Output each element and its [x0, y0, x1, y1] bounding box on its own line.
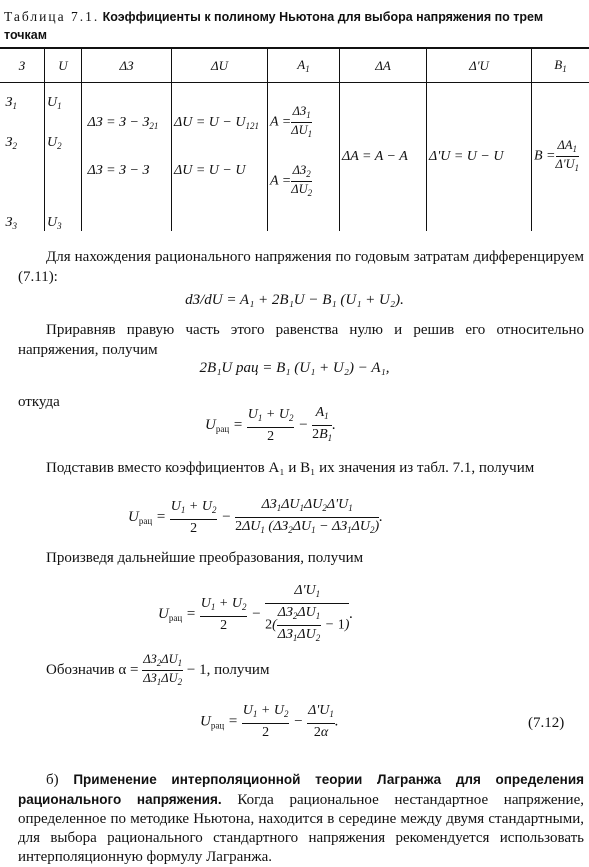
paragraph-7: б) Применение интерполяционной теории Лагранжа для определения рационального напряжения. Когда рациональное нестандартное напряжение, определенное по методике Ньютона, находится в середине между двумя стандартными, для выбора рационального стандартного напряжения рекомендуется использовать интерполяционную формулу Лагранжа. [18, 770, 584, 867]
paragraph-5: Произведя дальнейшие преобразования, получим [46, 548, 363, 568]
formula-urac-3: $U_{рац}$ = $\frac{U_1 + U_2}{2}$ − $\Delta'U_1$ 2( $\frac{\Delta З_2\Delta U_1}{\Delta З_1\Delta U_2}$ − 1) . [158, 582, 353, 647]
cell-b1: B = $\frac{\Delta A_1}{\Delta'U_1}$ [532, 83, 589, 231]
cell-z1: $З_1$ [0, 83, 45, 123]
paragraph-1: Для нахождения рационального напряжения по годовым затратам дифференцируем (7.11): [18, 247, 584, 287]
cell-z2: $З_2$ [0, 123, 45, 163]
table-header-row [0, 48, 589, 83]
col-header-a: $A_1$ [268, 48, 340, 83]
cell-a2: A = $\frac{\Delta З_2}{\Delta U_2}$ [268, 163, 340, 231]
cell-u2: $U_2$ [45, 123, 82, 163]
col-header-u: U [45, 48, 82, 83]
cell-a1: A = $\frac{\Delta З_1}{\Delta U_1}$ [268, 83, 340, 163]
col-header-da: ΔA [340, 48, 427, 83]
equation-number: (7.12) [528, 713, 564, 733]
table-caption [4, 8, 584, 44]
formula-derivative: dЗ/dU = A₁ + 2B₁U − B₁ (U₁ + U₂). [0, 292, 589, 309]
formula-7-12: $U_{рац}$ = $\frac{U_1 + U_2}{2}$ − $\frac{\Delta'U_1}{2\alpha}$ . [200, 702, 339, 742]
cell-u1: $U_1$ [45, 83, 82, 123]
formula-urac-1: $U_{рац}$ = $\frac{U_1 + U_2}{2}$ − $\frac{A_1}{2B_1}$ . [205, 404, 336, 447]
table-caption-label: Таблица 7.1. [4, 9, 99, 24]
paragraph-2: Приравняв правую часть этого равенства нулю и решив его относительно напряжения, получим [18, 320, 584, 360]
cell-dpu: Δ'U = U − U [427, 83, 532, 231]
formula-equality: 2B₁U рац = B₁ (U₁ + U₂) − A₁, [0, 360, 589, 377]
cell-da: ΔA = A − A [340, 83, 427, 231]
cell-du1: $\Delta U = U - U_{121}$ [172, 83, 268, 163]
col-header-z: З [0, 48, 45, 83]
col-header-du: ΔU [172, 48, 268, 83]
paragraph-4: Подставив вместо коэффициентов A₁ и B₁ их значения из табл. 7.1, получим [18, 458, 584, 478]
cell-dz2: ΔЗ = З − З [82, 163, 172, 231]
table-caption-title: Коэффициенты к полиному Ньютона для выбора напряжения по трем точкам [4, 10, 543, 42]
lagrange-heading: Применение интерполяционной теории Лагранжа для определения рационального напряжения. [18, 772, 584, 807]
col-header-dpu: Δ'U [427, 48, 532, 83]
paragraph-6: Обозначив α = $\frac{\Delta З_2\Delta U_1}{\Delta З_1\Delta U_2}$ − 1, получим [46, 652, 269, 689]
cell-u3: $U_3$ [45, 163, 82, 231]
col-header-b: $B_1$ [532, 48, 589, 83]
coefficients-table [0, 47, 589, 231]
cell-du2: ΔU = U − U [172, 163, 268, 231]
cell-dz1: $\Delta З = З - З_{21}$ [82, 83, 172, 163]
col-header-dz: ΔЗ [82, 48, 172, 83]
paragraph-3: откуда [18, 392, 60, 412]
table-row [0, 83, 589, 123]
formula-urac-2: $U_{рац}$ = $\frac{U_1 + U_2}{2}$ − $\frac{\Delta З_1\Delta U_1\Delta U_2\Delta'U_1}{2\Delta U_1 (\Delta З_2\Delta U_1 - \Delta З_1\Delta U_2)}$ . [128, 496, 383, 539]
cell-z3: $З_3$ [0, 163, 45, 231]
